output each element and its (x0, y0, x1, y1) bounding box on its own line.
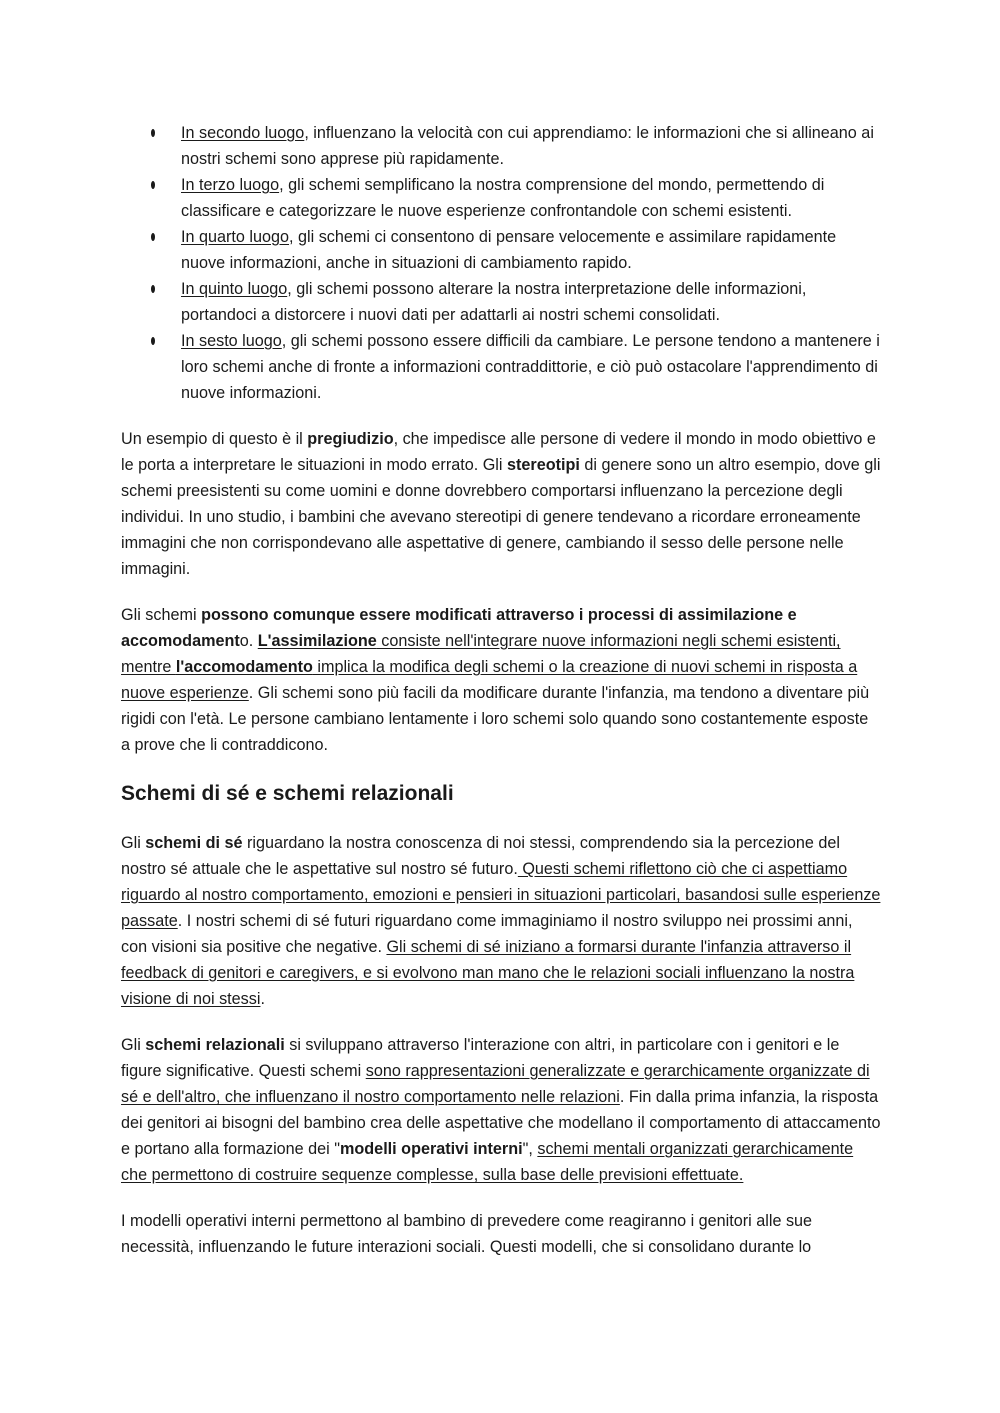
bold-term: possono comunque essere modificati attraverso i processi di assimilazione e accomodament (121, 606, 797, 650)
bold-term: schemi di sé (145, 834, 243, 852)
underlined-text: Gli schemi di sé iniziano a formarsi durante l'infanzia attraverso il feedback di genitori e caregivers, e si evolvono man mano che le relazioni sociali influenzano la nostra visione di noi stessi (121, 938, 855, 1008)
underlined-text: implica la modifica degli schemi o la creazione di nuovi schemi in risposta a nuove esperienze (121, 658, 858, 702)
list-item-lead: In quarto luogo (181, 228, 290, 246)
bold-term: modelli operativi interni (340, 1140, 523, 1158)
text-run: o. (239, 632, 258, 650)
list-item (121, 276, 881, 328)
list-item (121, 120, 881, 172)
underlined-text: Questi schemi riflettono ciò che ci aspettiamo riguardo al nostro comportamento, emozioni e pensieri in situazioni particolari, basandosi sulle esperienze passate (121, 860, 881, 930)
paragraph-internal-models: I modelli operativi interni permettono al bambino di prevedere come reagiranno i genitori alle sue necessità, influenzando le future interazioni sociali. Questi modelli, che si consolidano durante lo (121, 1212, 813, 1256)
text-run: , che impedisce alle persone di vedere il mondo in modo obiettivo e le porta a interpretare le situazioni in modo errato. Gli (121, 430, 876, 474)
paragraph-prejudice (121, 426, 881, 582)
text-run: . Gli schemi sono più facili da modificare durante l'infanzia, ma tendono a diventare più rigidi con l'età. Le persone cambiano lentamente i loro schemi solo quando sono costantemente esposte a prove che li contraddicono. (121, 684, 870, 754)
text-run: riguardano la nostra conoscenza di noi stessi, comprendendo sia la percezione del nostro sé attuale che le aspettative sul nostro sé futuro. (121, 834, 840, 878)
list-item-text: , gli schemi possono alterare la nostra interpretazione delle informazioni, portandoci a distorcere i nuovi dati per adattarli ai nostri schemi consolidati. (181, 280, 807, 324)
text-run: di genere sono un altro esempio, dove gli schemi preesistenti su come uomini e donne dovrebbero comportarsi influenzano la percezione degli individui. In uno studio, i bambini che avevano stereotipi di genere tendevano a ricordare erroneamente immagini che non corrispondevano alle aspettative di genere, cambiando il sesso delle persone nelle immagini. (121, 456, 881, 578)
underlined-bold-term: l'accomodamento (175, 658, 313, 676)
bullet-icon (151, 337, 155, 345)
underlined-text: sono rappresentazioni generalizzate e gerarchicamente organizzate di sé e dell'altro, che influenzano il nostro comportamento nelle relazioni (121, 1062, 870, 1106)
text-run: Gli (121, 1036, 146, 1054)
list-item-text: , gli schemi semplificano la nostra comprensione del mondo, permettendo di classificare e categorizzare le nuove esperienze confrontandole con schemi esistenti. (181, 176, 825, 220)
underlined-text: consiste nell'integrare nuove informazioni negli schemi esistenti, mentre (121, 632, 841, 676)
list-item-lead: In quinto luogo (181, 280, 288, 298)
underlined-text: schemi mentali organizzati gerarchicamente che permettono di costruire sequenze complesse, sulla base delle previsioni effettuate. (121, 1140, 854, 1184)
list-item-lead: In terzo luogo (181, 176, 280, 194)
bullet-icon (151, 233, 155, 241)
list-item-lead: In secondo luogo (181, 124, 305, 142)
paragraph-assimilation (121, 602, 881, 758)
bullet-icon (151, 129, 155, 137)
text-run: ", (522, 1140, 538, 1158)
list-item (121, 172, 881, 224)
bold-term: pregiudizio (307, 430, 394, 448)
bold-term: stereotipi (507, 456, 580, 474)
text-run: si sviluppano attraverso l'interazione con altri, in particolare con i genitori e le figure significative. Questi schemi (121, 1036, 840, 1080)
text-run: . Fin dalla prima infanzia, la risposta dei genitori ai bisogni del bambino crea delle aspettative che modellano il comportamento di attaccamento e portano alla formazione dei " (121, 1088, 881, 1158)
bold-term: schemi relazionali (145, 1036, 285, 1054)
text-run: Un esempio di questo è il (121, 430, 308, 448)
bullet-icon (151, 181, 155, 189)
underlined-bold-term: L'assimilazione (257, 632, 377, 650)
bullet-list (121, 120, 881, 406)
bullet-icon (151, 285, 155, 293)
list-item-lead: In sesto luogo (181, 332, 282, 350)
list-item-text: , gli schemi possono essere difficili da cambiare. Le persone tendono a mantenere i loro schemi anche di fronte a informazioni contraddittorie, e ciò può ostacolare l'apprendimento di nuove informazioni. (181, 332, 880, 402)
paragraph-relational-schemas (121, 1032, 881, 1188)
section-heading: Schemi di sé e schemi relazionali (121, 782, 454, 805)
text-run: . I nostri schemi di sé futuri riguardano come immaginiamo il nostro sviluppo nei prossimi anni, con visioni sia positive che negative. (121, 912, 853, 956)
text-run: Gli (121, 834, 146, 852)
text-run: . (260, 990, 265, 1008)
page-content (121, 120, 881, 1260)
list-item-text: , gli schemi ci consentono di pensare velocemente e assimilare rapidamente nuove informazioni, anche in situazioni di cambiamento rapido. (181, 228, 837, 272)
paragraph-self-schemas (121, 830, 881, 1012)
text-run: Gli schemi (121, 606, 202, 624)
list-item-text: , influenzano la velocità con cui apprendiamo: le informazioni che si allineano ai nostri schemi sono apprese più rapidamente. (181, 124, 874, 168)
list-item (121, 328, 881, 406)
list-item (121, 224, 881, 276)
